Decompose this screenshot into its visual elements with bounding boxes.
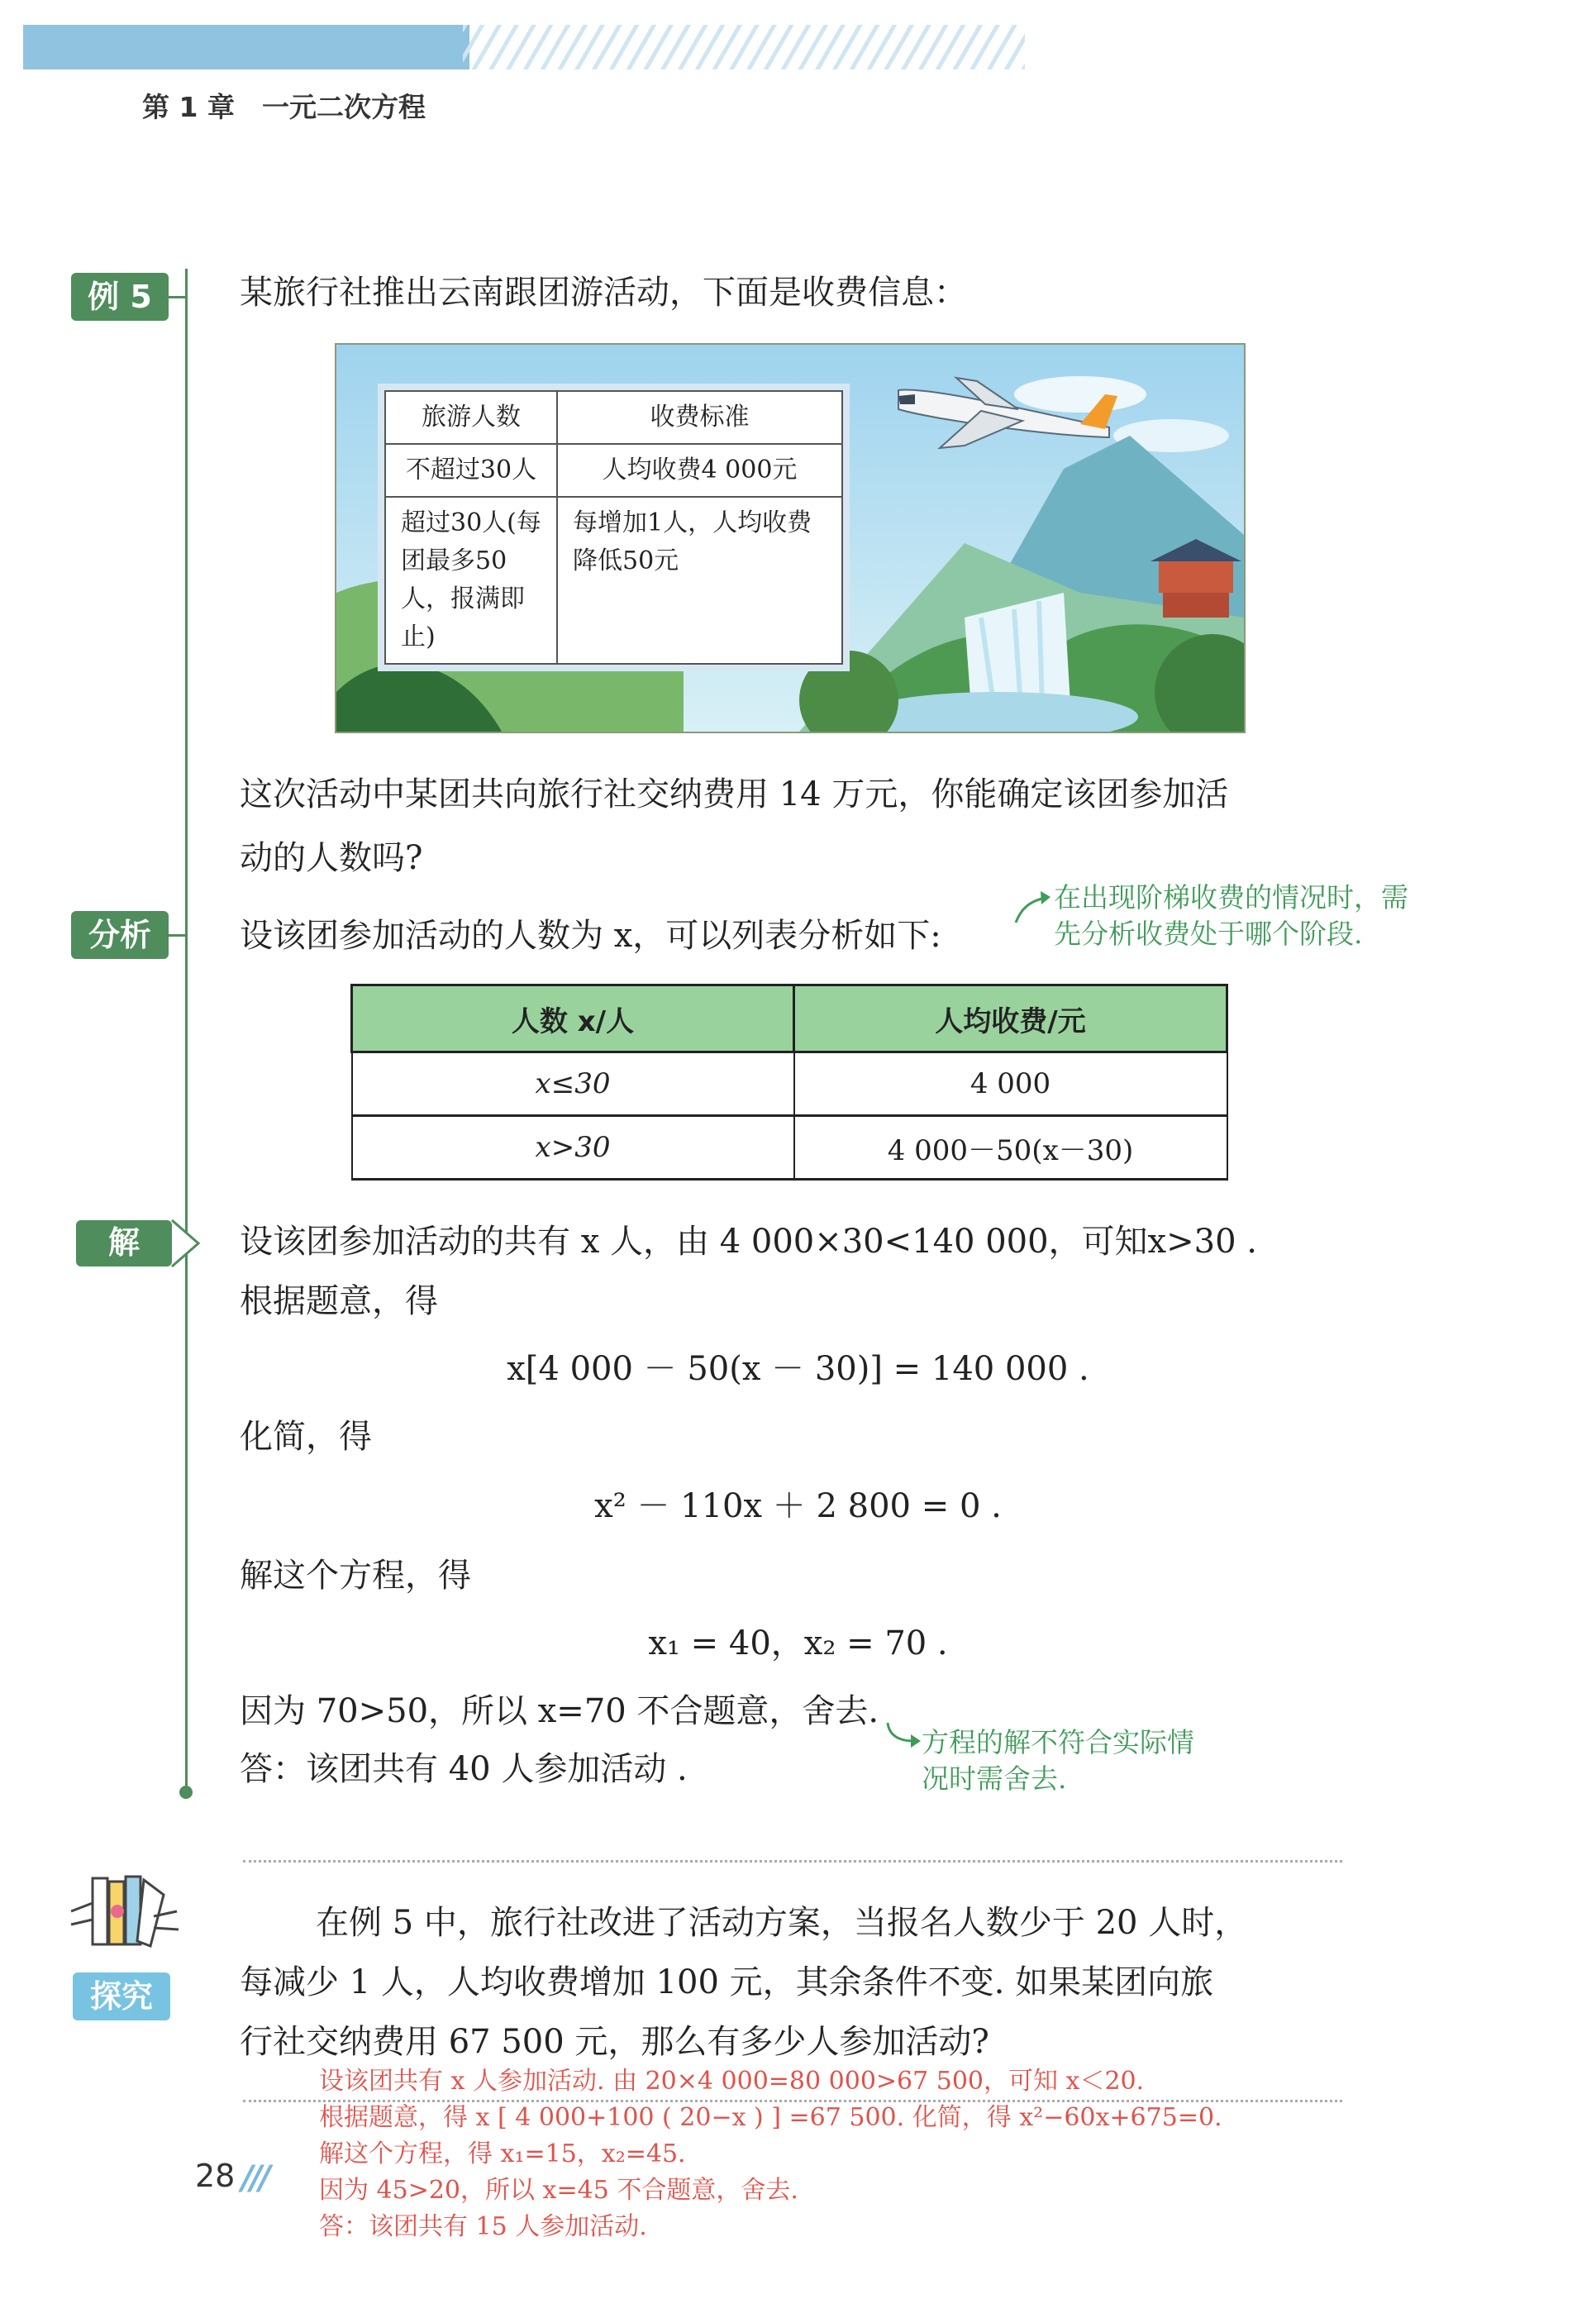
header-band-slant xyxy=(430,25,463,69)
fee-table-cell: 每增加1人，人均收费降低50元 xyxy=(557,497,842,664)
analysis-table-header: 人均收费/元 xyxy=(794,985,1227,1052)
guide-tick xyxy=(168,934,186,937)
analysis-tag: 分析 xyxy=(71,911,169,959)
analysis-text: 设该团参加活动的人数为 x，可以列表分析如下: xyxy=(240,917,941,955)
guide-end-dot xyxy=(179,1786,193,1799)
analysis-table-cell: x≤30 xyxy=(352,1052,794,1116)
analysis-table-cell: x>30 xyxy=(352,1116,794,1180)
solution-note: 方程的解不符合实际情 xyxy=(922,1726,1194,1758)
analysis-note: 先分析收费处于哪个阶段. xyxy=(1054,918,1363,950)
solution-line: 设该团参加活动的共有 x 人，由 4 000×30<140 000，可知x>30 . xyxy=(240,1223,1257,1261)
analysis-table-cell: 4 000－50(x－30) xyxy=(794,1116,1227,1180)
chapter-title: 第 1 章 一元二次方程 xyxy=(142,91,426,123)
solution-line: 根据题意，得 xyxy=(240,1282,438,1320)
section-divider xyxy=(243,1860,1342,1863)
explore-tag: 探究 xyxy=(73,1972,170,2020)
explore-line: 在例 5 中，旅行社改进了活动方案，当报名人数少于 20 人时， xyxy=(316,1904,1248,1942)
analysis-table-header: 人数 x/人 xyxy=(352,985,794,1052)
fee-table-cell: 不超过30人 xyxy=(385,444,557,497)
solution-note: 况时需舍去. xyxy=(922,1763,1067,1795)
question-line: 动的人数吗? xyxy=(240,839,423,877)
arrow-icon xyxy=(1012,885,1054,926)
fee-table-cell: 人均收费4 000元 xyxy=(557,444,842,497)
tour-illustration xyxy=(335,343,1246,733)
handwritten-answer: 设该团共有 x 人参加活动. 由 20×4 000=80 000>67 500，可知 x＜20. xyxy=(319,2067,1145,2096)
fee-table-header: 旅游人数 xyxy=(385,391,557,444)
question-line: 这次活动中某团共向旅行社交纳费用 14 万元，你能确定该团参加活 xyxy=(240,775,1229,813)
equation-1: x[4 000 － 50(x － 30)] = 140 000 . xyxy=(507,1350,1089,1388)
arrow-icon xyxy=(884,1720,926,1753)
handwritten-answer: 根据题意，得 x [ 4 000+100 ( 20−x ) ] =67 500. 化简，得 x²−60x+675=0. xyxy=(319,2103,1222,2132)
example-tag: 例 5 xyxy=(71,273,169,321)
solution-line: 因为 70>50，所以 x=70 不合题意，舍去. xyxy=(240,1692,879,1730)
equation-3: x₁ = 40，x₂ = 70 . xyxy=(648,1624,948,1662)
handwritten-answer: 答：该团共有 15 人参加活动. xyxy=(319,2212,647,2241)
header-band xyxy=(23,25,469,69)
fee-table-header: 收费标准 xyxy=(557,391,842,444)
example-intro: 某旅行社推出云南跟团游活动，下面是收费信息： xyxy=(240,274,967,312)
books-icon xyxy=(68,1870,183,1961)
explore-line: 行社交纳费用 67 500 元，那么有多少人参加活动? xyxy=(240,2023,989,2061)
solution-line: 解这个方程，得 xyxy=(240,1557,471,1595)
header-band-hatch xyxy=(463,25,1025,69)
fee-table-cell: 超过30人(每团最多50人，报满即止) xyxy=(385,497,557,664)
page-number: 28 xyxy=(195,2158,236,2194)
guide-tick xyxy=(168,296,186,298)
solution-tag: 解 xyxy=(107,1224,140,1261)
explore-line: 每减少 1 人，人均收费增加 100 元，其余条件不变. 如果某团向旅 xyxy=(240,1963,1214,2001)
analysis-table xyxy=(350,984,1228,1181)
analysis-table-cell: 4 000 xyxy=(794,1052,1227,1116)
solution-line: 答：该团共有 40 人参加活动 . xyxy=(240,1750,688,1788)
handwritten-answer: 因为 45>20，所以 x=45 不合题意，舍去. xyxy=(319,2176,798,2205)
page-slashes: /// xyxy=(241,2159,268,2197)
solution-line: 化简，得 xyxy=(240,1418,372,1456)
equation-2: x² － 110x ＋ 2 800 = 0 . xyxy=(594,1487,1002,1525)
left-guide-line xyxy=(185,269,188,1790)
analysis-note: 在出现阶梯收费的情况时，需 xyxy=(1054,881,1408,913)
fee-table xyxy=(384,390,843,665)
handwritten-answer: 解这个方程，得 x₁=15，x₂=45. xyxy=(319,2139,686,2168)
